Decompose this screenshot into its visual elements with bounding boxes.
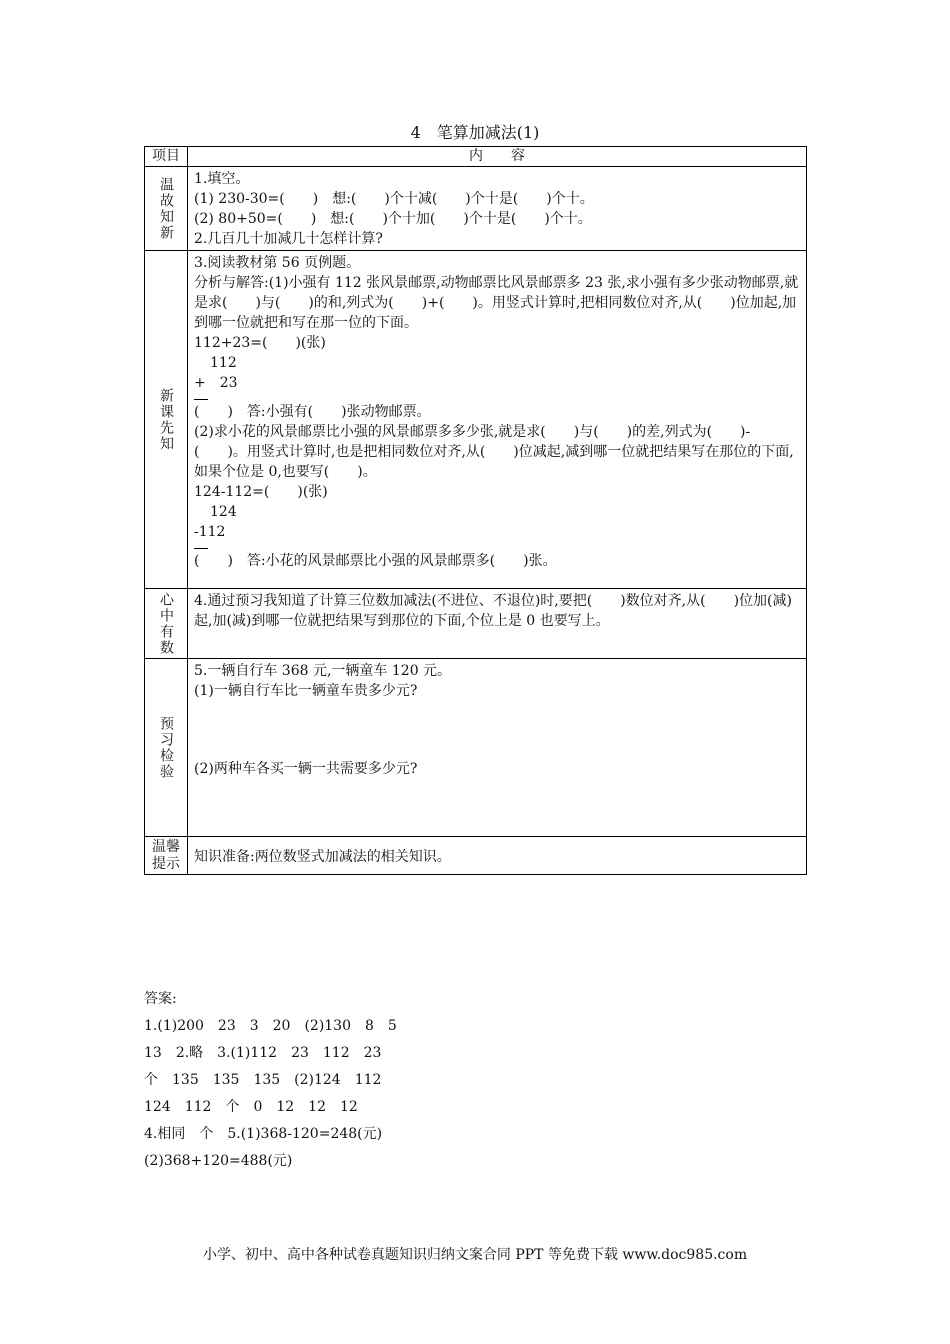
answer-line-3: 个 135 135 135 (2)124 112 xyxy=(144,1072,382,1088)
vertical-calc-rule xyxy=(194,393,208,400)
answer-line-5: 4.相同 个 5.(1)368-120=248(元) xyxy=(144,1126,383,1142)
row-label-text: 预习检验 xyxy=(158,715,174,780)
mind-line-1: 4.通过预习我知道了计算三位数加减法(不进位、不退位)时,要把( )数位对齐,从( )位加(减)起,加(减)到哪一位就把结果写到那位的下面,个位上是 0 也要写上。 xyxy=(194,593,792,629)
lesson-line-3: 112+23=( )(张) xyxy=(194,335,326,351)
row-preview-check xyxy=(145,659,807,837)
row-label-mind xyxy=(145,589,188,659)
tips-line-1: 知识准备:两位数竖式加减法的相关知识。 xyxy=(194,848,451,865)
answers-heading: 答案: xyxy=(144,991,177,1007)
lesson-line-4: 112 xyxy=(210,355,237,371)
row-content-preview-check xyxy=(188,659,807,837)
row-content-mind xyxy=(188,589,807,659)
lesson-line-11: ( ) 答:小花的风景邮票比小强的风景邮票多( )张。 xyxy=(194,553,557,569)
page-footer: 小学、初中、高中各种试卷真题知识归纳文案合同 PPT 等免费下载 www.doc985.com xyxy=(202,1247,748,1263)
table-header-row xyxy=(145,147,807,167)
row-label-text: 新课先知 xyxy=(158,387,174,452)
answer-line-6: (2)368+120=488(元) xyxy=(144,1153,293,1169)
answer-line-4: 124 112 个 0 12 12 12 xyxy=(144,1099,358,1115)
row-label-tips xyxy=(145,837,188,875)
row-new-lesson xyxy=(145,251,807,589)
row-mind xyxy=(145,589,807,659)
row-label-preview-check xyxy=(145,659,188,837)
check-line-2: (1)一辆自行车比一辆童车贵多少元? xyxy=(194,683,418,699)
row-content-review xyxy=(188,167,807,251)
lesson-line-7: (2)求小花的风景邮票比小强的风景邮票多多少张,就是求( )与( )的差,列式为( )-( )。用竖式计算时,也是把相同数位对齐,从( )位减起,减到哪一位就把结果写在那位的下面,如果个位是 0,也要写( )。 xyxy=(194,424,794,480)
lesson-line-5: + 23 xyxy=(194,375,238,391)
row-label-new-lesson xyxy=(145,251,188,589)
page-title: 4 笔算加减法(1) xyxy=(410,123,540,142)
review-line-3: (2) 80+50=( ) 想:( )个十加( )个十是( )个十。 xyxy=(194,211,592,227)
row-label-text: 温故知新 xyxy=(158,176,174,241)
row-label-text: 温馨提示 xyxy=(152,838,180,872)
header-content: 内 容 xyxy=(188,147,807,167)
row-content-new-lesson xyxy=(188,251,807,589)
review-line-1: 1.填空。 xyxy=(194,171,250,187)
row-content-tips xyxy=(188,837,807,875)
row-tips xyxy=(145,837,807,875)
study-table xyxy=(144,146,807,875)
check-line-3: (2)两种车各买一辆一共需要多少元? xyxy=(194,761,418,777)
vertical-calc-rule xyxy=(194,542,208,549)
check-line-1: 5.一辆自行车 368 元,一辆童车 120 元。 xyxy=(194,663,452,679)
lesson-line-9: 124 xyxy=(210,504,237,520)
lesson-line-2: 分析与解答:(1)小强有 112 张风景邮票,动物邮票比风景邮票多 23 张,求小强有多少张动物邮票,就是求( )与( )的和,列式为( )+( )。用竖式计算时,把相同数位对齐,从( )位加起,加到哪一位就把和写在那一位的下面。 xyxy=(194,275,799,331)
lesson-line-6: ( ) 答:小强有( )张动物邮票。 xyxy=(194,404,431,420)
row-label-review xyxy=(145,167,188,251)
row-label-text: 心中有数 xyxy=(158,591,174,656)
answer-line-1: 1.(1)200 23 3 20 (2)130 8 5 xyxy=(144,1018,397,1034)
lesson-line-8: 124-112=( )(张) xyxy=(194,484,328,500)
lesson-line-10: -112 xyxy=(194,524,226,540)
header-item: 项目 xyxy=(145,147,188,167)
review-line-2: (1) 230-30=( ) 想:( )个十减( )个十是( )个十。 xyxy=(194,191,594,207)
lesson-line-1: 3.阅读教材第 56 页例题。 xyxy=(194,255,361,271)
answers-section xyxy=(144,986,397,1175)
review-line-4: 2.几百几十加减几十怎样计算? xyxy=(194,231,383,247)
answer-line-2: 13 2.略 3.(1)112 23 112 23 xyxy=(144,1045,382,1061)
row-review xyxy=(145,167,807,251)
